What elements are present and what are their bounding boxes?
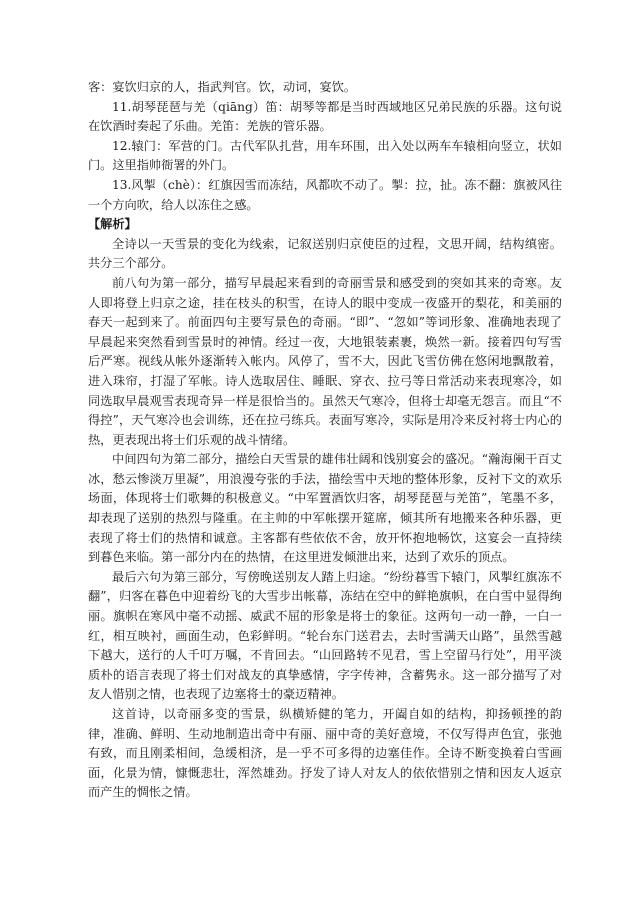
note-12: 12.辕门：军营的门。古代军队扎营，用车环围，出入处以两车车辕相向竖立，状如门。这里指帅衙署的外门。 [88, 138, 562, 173]
analysis-part-two: 中间四句为第二部分，描绘白天雪景的雄伟壮阔和饯别宴会的盛况。“瀚海阑干百丈冰，愁云惨淡万里凝”，用浪漫夸张的手法，描绘雪中天地的整体形象，反衬下文的欢乐场面，体现将士们歌舞的积极意义。“中军置酒饮归客，胡琴琵琶与羌笛”，笔墨不多，却表现了送别的热烈与隆重。在主帅的中军帐摆开筵席，倾其所有地搬来各种乐器，更表现了将士们的热情和诚意。主客都有些依依不舍，放开怀抱地畅饮，这宴会一直持续到暮色来临。第一部分内在的热情，在这里迸发倾泄出来，达到了欢乐的顶点。 [88, 452, 562, 565]
analysis-heading: 【解析】 [88, 217, 137, 232]
note-13: 13.风掣（chè）：红旗因雪而冻结，风都吹不动了。掣：拉，扯。冻不翻：旗被风往一个方向吹，给人以冻住之感。 [88, 177, 562, 212]
analysis-conclusion: 这首诗，以奇丽多变的雪景，纵横矫健的笔力，开阖自如的结构，抑扬顿挫的韵律，准确、鲜明、生动地制造出奇中有丽、丽中奇的美好意境，不仅写得声色宜，张弛有致，而且刚柔相间，急缓相济，是一乎不可多得的边塞佳作。全诗不断变换着白雪画面，化景为情，慷慨悲壮，浑然雄劲。抒发了诗人对友人的依依惜别之情和因友人返京而产生的惆怅之情。 [88, 707, 562, 800]
analysis-intro: 全诗以一天雪景的变化为线索，记叙送别归京使臣的过程，文思开阔，结构缜密。共分三个部分。 [88, 236, 562, 271]
document-page [88, 78, 562, 803]
analysis-part-three: 最后六句为第三部分，写傍晚送别友人踏上归途。“纷纷暮雪下辕门，风掣红旗冻不翻”，归客在暮色中迎着纷飞的大雪步出帐幕，冻结在空中的鲜艳旗帜，在白雪中显得绚丽。旗帜在寒风中毫不动摇、威武不屈的形象是将士的象征。这两句一动一静，一白一红，相互映衬，画面生动，色彩鲜明。“轮台东门送君去，去时雪满天山路”，虽然雪越下越大，送行的人千叮万嘱，不肯回去。“山回路转不见君，雪上空留马行处”，用平淡质朴的语言表现了将士们对战友的真挚感情，字字传神，含蓄隽永。这一部分描写了对友人惜别之情，也表现了边塞将士的豪迈精神。 [88, 569, 562, 702]
analysis-part-one: 前八句为第一部分，描写早晨起来看到的奇丽雪景和感受到的突如其来的奇寒。友人即将登上归京之途，挂在枝头的积雪，在诗人的眼中变成一夜盛开的梨花，和美丽的春天一起到来了。前面四句主要写景色的奇丽。“即”、“忽如”等词形象、准确地表现了早晨起来突然看到雪景时的神情。经过一夜，大地银装素裹，焕然一新。接着四句写雪后严寒。视线从帐外逐渐转入帐内。风停了，雪不大，因此飞雪仿佛在悠闲地飘散着，进入珠帘，打湿了军帐。诗人选取居住、睡眠、穿衣、拉弓等日常活动来表现寒冷，如同选取早晨观雪表现奇异一样是很恰当的。虽然天气寒冷，但将士却毫无怨言。而且“不得控”，天气寒冷也会训练，还在拉弓练兵。表面写寒冷，实际是用冷来反衬将士内心的热，更表现出将士们乐观的战斗情绪。 [88, 275, 562, 447]
note-10-continued: 客：宴饮归京的人，指武判官。饮，动词，宴饮。 [88, 80, 357, 94]
note-11: 11.胡琴琵琶与羌（qiāng）笛：胡琴等都是当时西域地区兄弟民族的乐器。这句说在饮酒时奏起了乐曲。羌笛：羌族的管乐器。 [88, 99, 562, 134]
